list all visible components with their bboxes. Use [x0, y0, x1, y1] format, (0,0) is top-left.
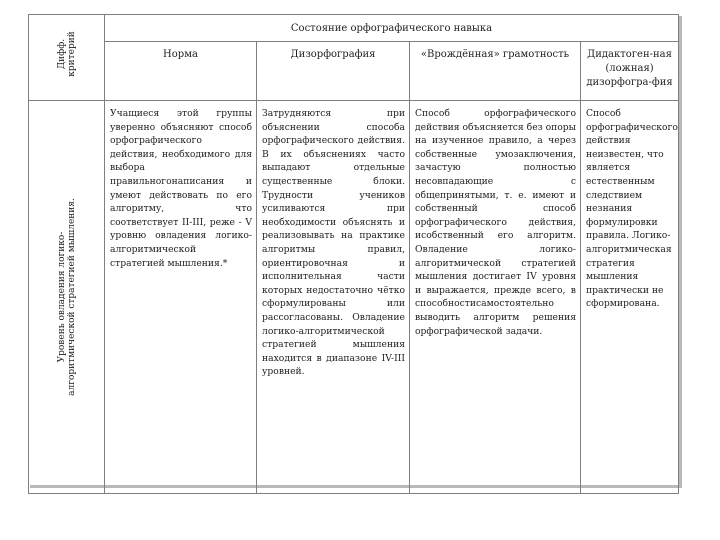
column-header-norm: Норма [105, 42, 257, 101]
cell-innate-literacy: Способ орфографического действия объясняется без опоры на изученное правило, а через собственные умозаключения, зачастую полностью несовпадающие с общепринятыми, т. е. имеют и собственный способ орфографического действия, исобственный его алгоритм. Овладение логико-алгоритмической стратегией мышления достигает IV уровня и выражается, прежде всего, в способностисамостоятельно выводить алгоритм решения орфографической задачи. [410, 101, 581, 494]
column-header-didactogenic: Дидактоген-ная (ложная) дизорфогра-фия [581, 42, 679, 101]
cell-norm: Учащиеся этой группы уверенно объясняют способ орфографического действия, необходимого для выбора правильногонаписания и умеют действовать по его алгоритму, что соответствует II-III, реже - V уровню овладения логико-алгоритмической стратегией мышления.* [105, 101, 257, 494]
criteria-header-cell [29, 15, 105, 101]
column-header-innate-literacy: «Врождённая» грамотность [410, 42, 581, 101]
cell-didactogenic: Способ орфографического действия неизвестен, что является естественным следствием незнания формулировки правила. Логико-алгоритмическая стратегия мышления практически не сформирована. [581, 101, 679, 494]
row-label-cell [29, 101, 105, 494]
orthography-table [28, 14, 679, 494]
table-title: Состояние орфографического навыка [105, 15, 679, 42]
cell-dysorthography: Затрудняются при объяснении способа орфографического действия. В их объяснениях часто выпадают отдельные существенные блоки. Трудности учеников усиливаются при необходимости объяснять и реализовывать на практике алгоритмы правил, ориентировочная и исполнительная части которых недостаточно чётко сформулированы или рассогласованы. Овладение логико-алгоритмической стратегией мышления находится в диапазоне IV-III уровней. [257, 101, 410, 494]
row-label: Уровень овладения логико- алгоритмической стратегией мышления. [56, 198, 77, 396]
criteria-label: Дифф. критерий [56, 31, 77, 77]
column-header-dysorthography: Дизорфография [257, 42, 410, 101]
